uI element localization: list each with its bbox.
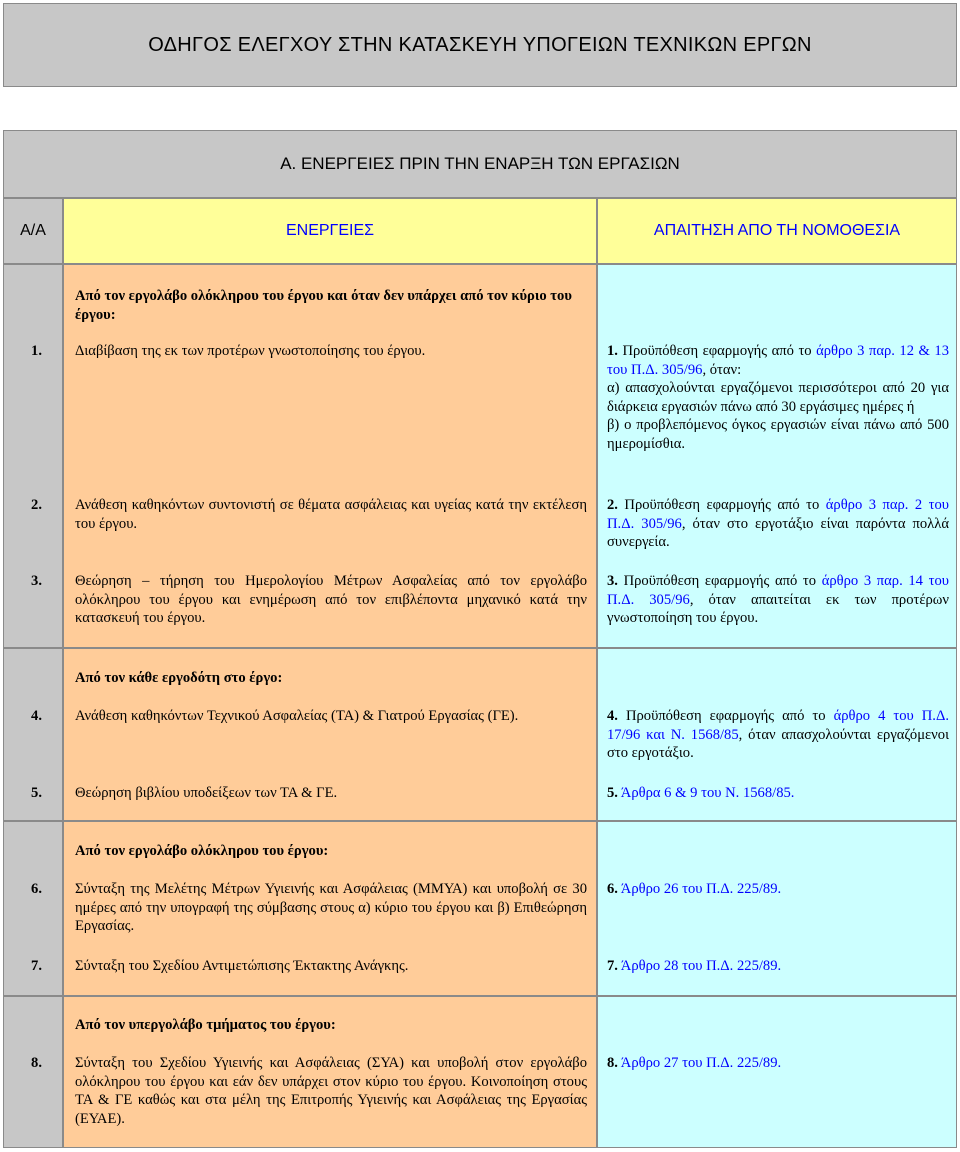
law-reference: άρθρο 3 παρ. 2 του Π.Δ. 305/96: [607, 497, 949, 532]
item-number: 7.: [31, 958, 42, 974]
law-number: 3.: [607, 573, 618, 589]
action-text: Σύνταξη της Μελέτης Μέτρων Υγιεινής και Ασφάλειας (ΜΜΥΑ) και υποβολή σε 30 ημέρες από την υπογραφή της σύμβασης στους α) κύριο του έργου και β) Επιθεώρηση Εργασίας.: [75, 881, 587, 934]
group-heading: Από τον υπεργολάβο τμήματος του έργου:: [75, 1017, 336, 1033]
action-text: Ανάθεση καθηκόντων Τεχνικού Ασφαλείας (ΤΑ) & Γιατρού Εργασίας (ΓΕ).: [75, 708, 519, 724]
action-text: Θεώρηση βιβλίου υποδείξεων των ΤΑ & ΓΕ.: [75, 785, 338, 801]
law-suffix: , όταν στο εργοτάξιο είναι παρόντα πολλά συνεργεία.: [607, 515, 949, 550]
column-header-law-label: ΑΠΑΙΤΗΣΗ ΑΠΟ ΤΗ ΝΟΜΟΘΕΣΙΑ: [653, 222, 901, 239]
law-prefix: Προϋπόθεση εφαρμογής από το: [624, 497, 826, 513]
law-number: 1.: [607, 343, 618, 359]
law-number: 8.: [607, 1055, 618, 1071]
item-number: 6.: [31, 881, 42, 897]
column-header-actions: [63, 198, 597, 264]
document-title: ΟΔΗΓΟΣ ΕΛΕΓΧΟΥ ΣΤΗΝ ΚΑΤΑΣΚΕΥΗ ΥΠΟΓΕΙΩΝ ΤΕΧΝΙΚΩΝ ΕΡΓΩΝ: [148, 33, 812, 56]
law-reference: άρθρο 4 του Π.Δ. 17/96 και Ν. 1568/85: [607, 708, 949, 743]
action-text: Ανάθεση καθηκόντων συντονιστή σε θέματα ασφάλειας και υγείας κατά την εκτέλεση του έργου.: [75, 497, 587, 532]
law-text: [607, 342, 949, 453]
document-title-box: [3, 3, 957, 87]
action-text: Σύνταξη του Σχεδίου Υγιεινής και Ασφάλειας (ΣΥΑ) και υποβολή στον εργολάβο ολόκληρου του έργου και εάν δεν υπάρχει στον κύριο του έργου. Κοινοποίηση στους ΤΑ & ΓΕ καθώς και στα μέλη της Επιτροπής Υγιεινής και Ασφάλειας της Εργασίας (ΕΥΑΕ).: [75, 1055, 587, 1127]
law-suffix: , όταν απαιτείται εκ των προτέρων γνωστοποίηση του έργου.: [607, 591, 949, 626]
action-text: Διαβίβαση της εκ των προτέρων γνωστοποίησης του έργου.: [75, 343, 426, 359]
law-number: 6.: [607, 881, 618, 897]
item-number: 8.: [31, 1055, 42, 1071]
item-number: 2.: [31, 497, 42, 513]
item-number: 4.: [31, 708, 42, 724]
law-text: [607, 707, 949, 763]
item-number: 5.: [31, 785, 42, 801]
law-reference: Άρθρο 26 του Π.Δ. 225/89.: [620, 881, 782, 897]
column-header-aa: [3, 198, 63, 264]
law-number: 5.: [607, 785, 618, 801]
section-header-box: [3, 130, 957, 198]
law-text: [607, 784, 949, 803]
law-reference: Άρθρο 27 του Π.Δ. 225/89.: [620, 1055, 782, 1071]
law-suffix: , όταν:: [702, 361, 742, 378]
law-suffix: , όταν απασχολούνται εργαζόμενοι στο εργοτάξιο.: [607, 726, 949, 761]
law-condition-a: α) απασχολούνται εργαζόμενοι περισσότεροι από 20 για διάρκεια εργασιών πάνω από 30 εργάσιμες ημέρες ή: [607, 380, 949, 415]
law-prefix: Προϋπόθεση εφαρμογής από το: [622, 343, 817, 359]
group-heading: Από τον κάθε εργοδότη στο έργο:: [75, 670, 283, 686]
law-reference: Άρθρο 28 του Π.Δ. 225/89.: [620, 958, 782, 974]
law-number: 7.: [607, 958, 618, 974]
law-text: [607, 1054, 949, 1073]
column-header-aa-label: Α/Α: [20, 222, 46, 239]
law-prefix: Προϋπόθεση εφαρμογής από το: [623, 573, 822, 589]
law-text: [607, 572, 949, 628]
section-title: Α. ΕΝΕΡΓΕΙΕΣ ΠΡΙΝ ΤΗΝ ΕΝΑΡΞΗ ΤΩΝ ΕΡΓΑΣΙΩΝ: [280, 154, 680, 173]
column-header-actions-label: ΕΝΕΡΓΕΙΕΣ: [285, 222, 375, 239]
action-text: Σύνταξη του Σχεδίου Αντιμετώπισης Έκτακτης Ανάγκης.: [75, 958, 409, 974]
law-reference: Άρθρα 6 & 9 του Ν. 1568/85.: [620, 785, 795, 801]
law-reference: άρθρο 3 παρ. 12 & 13 του Π.Δ. 305/96: [607, 343, 949, 378]
law-number: 2.: [607, 497, 618, 513]
action-text: Θεώρηση – τήρηση του Ημερολογίου Μέτρων Ασφαλείας από τον εργολάβο ολόκληρου του έργου και ενημέρωση από τον επιβλέποντα μηχανικό κατά την κατασκευή του έργου.: [75, 573, 587, 626]
group-heading: Από τον εργολάβο ολόκληρου του έργου και όταν δεν υπάρχει από τον κύριο του έργου:: [75, 288, 572, 323]
group-heading: Από τον εργολάβο ολόκληρου του έργου:: [75, 843, 329, 859]
law-condition-b: β) ο προβλεπόμενος όγκος εργασιών είναι πάνω από 500 ημερομίσθια.: [607, 417, 949, 452]
law-number: 4.: [607, 708, 618, 724]
item-number: 1.: [31, 343, 42, 359]
law-prefix: Προϋπόθεση εφαρμογής από το: [625, 708, 834, 724]
item-number: 3.: [31, 573, 42, 589]
column-header-law: [597, 198, 957, 264]
law-text: [607, 496, 949, 552]
law-reference: άρθρο 3 παρ. 14 του Π.Δ. 305/96: [607, 573, 949, 608]
law-text: [607, 957, 949, 976]
law-text: [607, 880, 949, 899]
